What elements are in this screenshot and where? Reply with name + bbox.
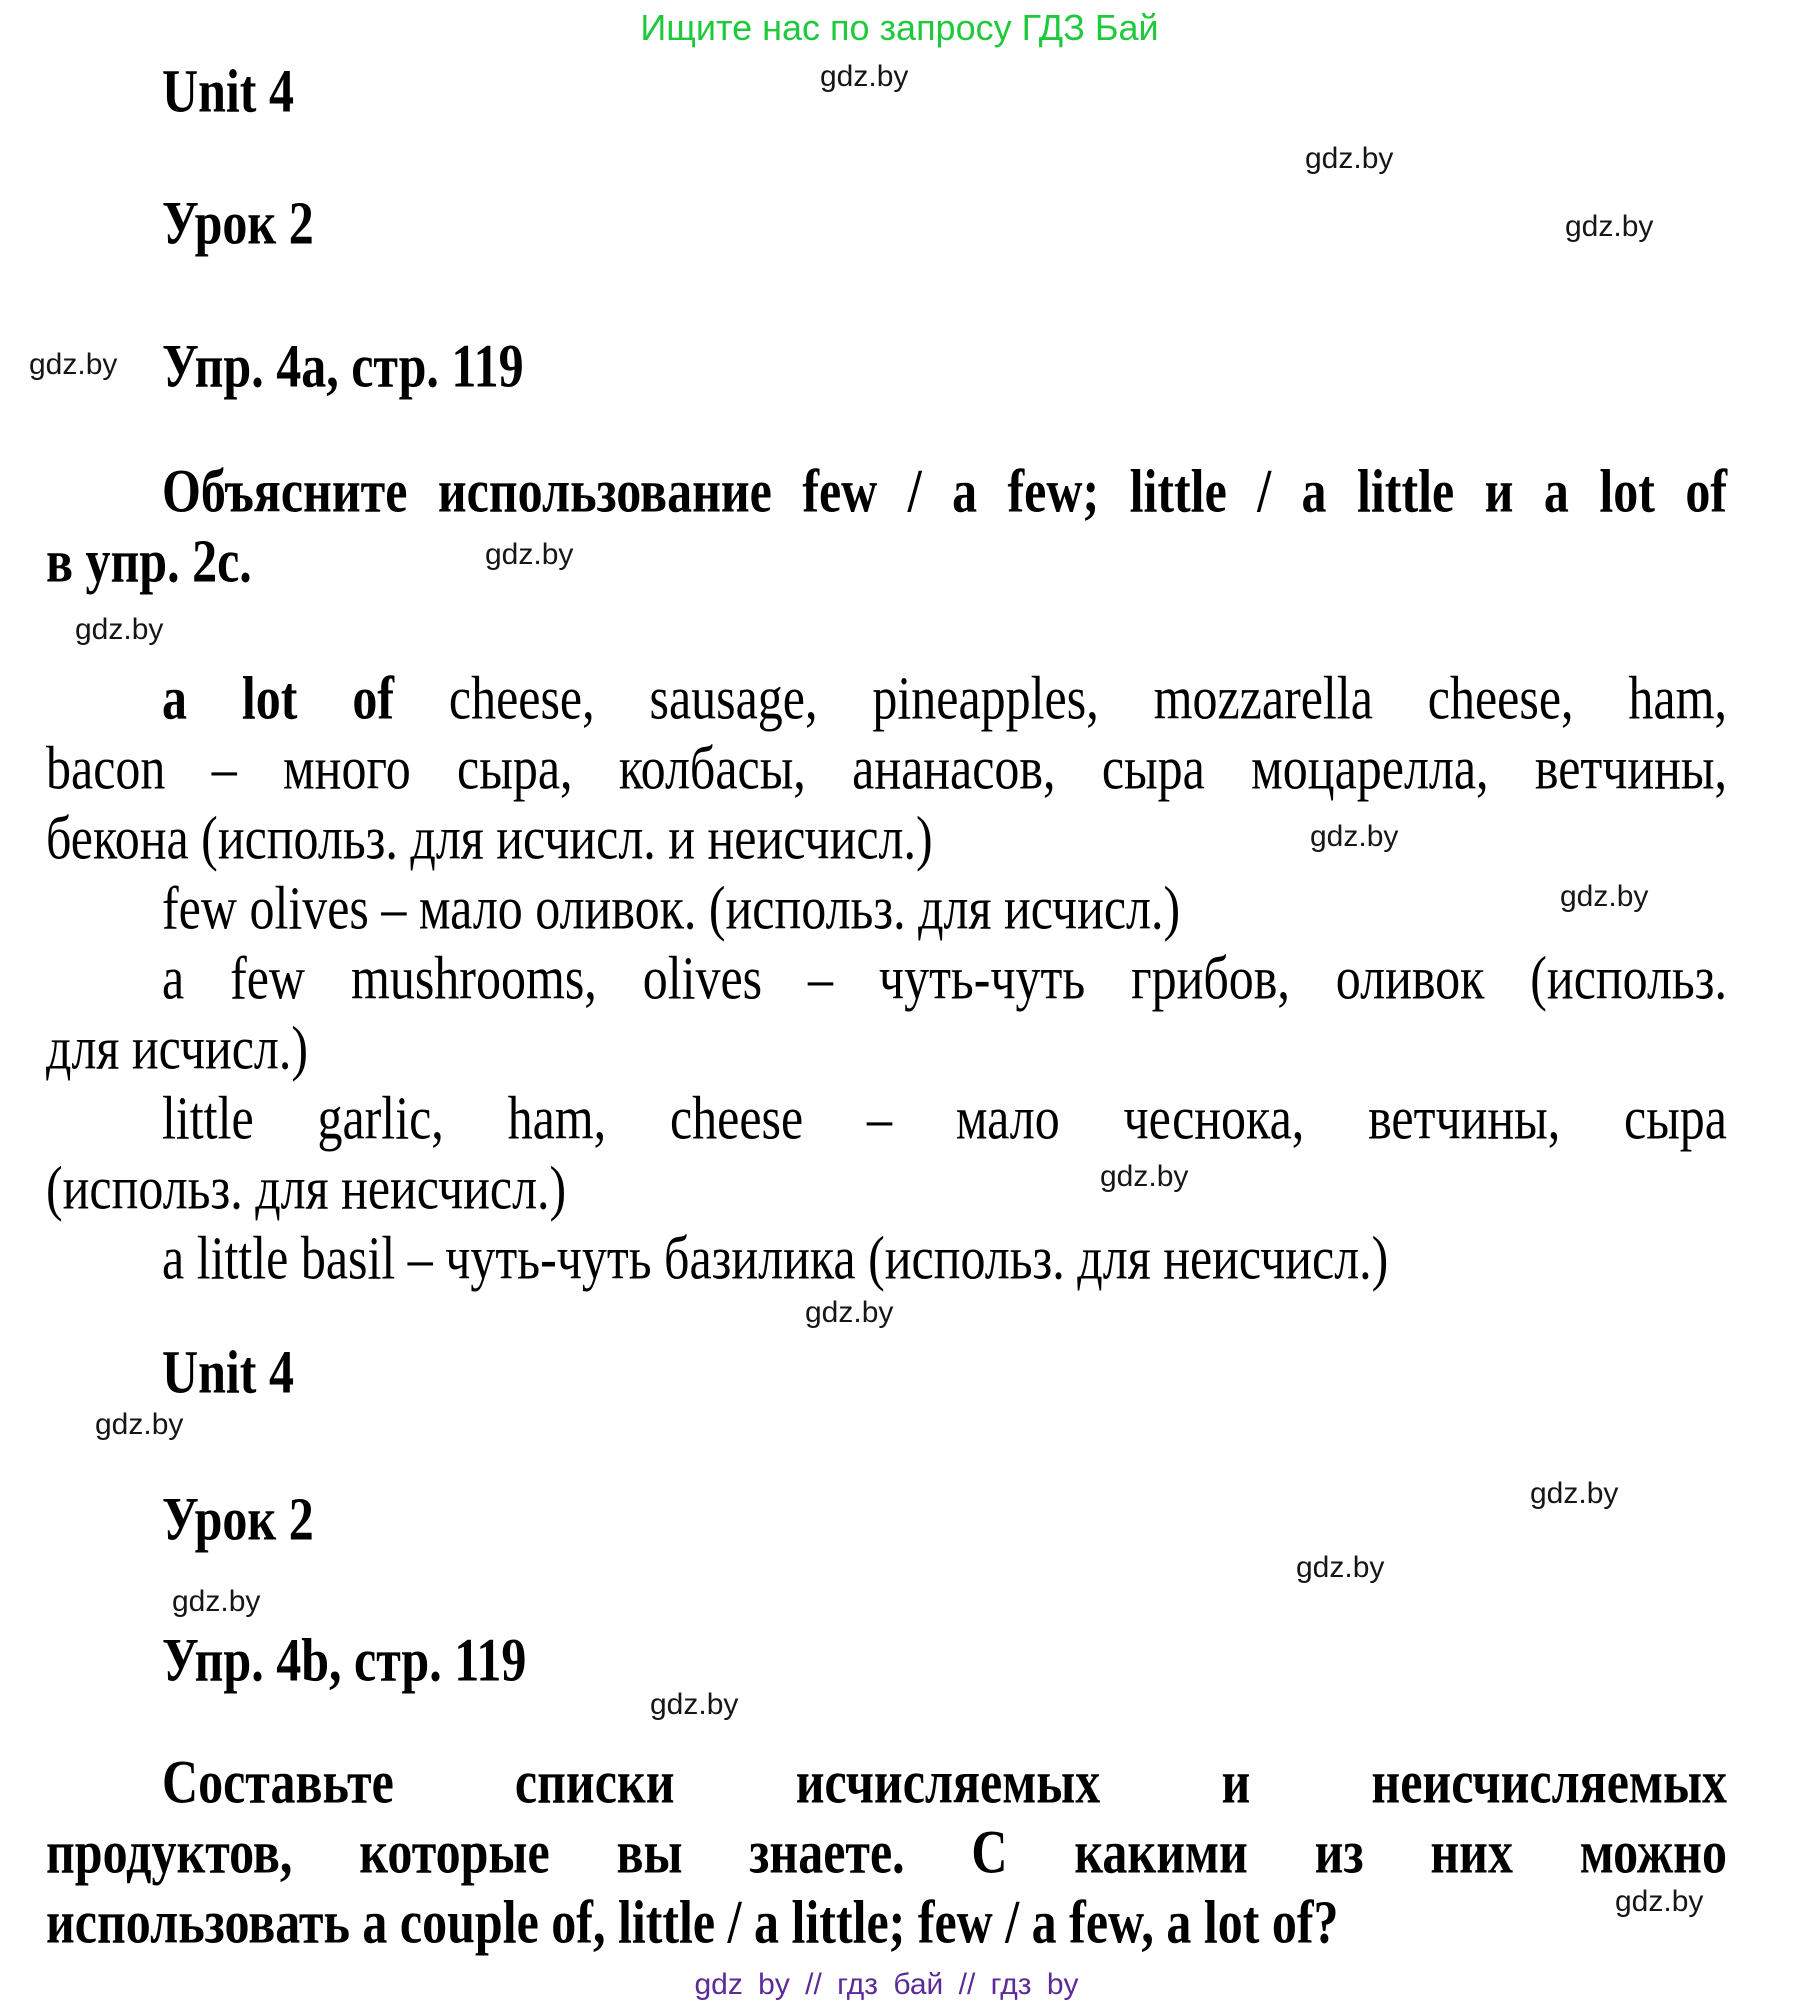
task-4a-paragraph [46, 456, 1727, 600]
gdz-watermark: gdz.by [820, 60, 909, 93]
answer-a-lot-of-line-3: бекона (использ. для исчисл. и неисчисл.) [46, 803, 933, 872]
answer-a-little-line: a little basil – чуть-чуть базилика (использ. для неисчисл.) [162, 1223, 1389, 1292]
gdz-watermark: gdz.by [485, 538, 574, 571]
heading-lesson-2-second: Урок 2 [162, 1484, 314, 1553]
answer-a-few-line-1: a few mushrooms, olives – чуть-чуть грибов, оливок (использ. [162, 943, 1727, 1012]
answer-a-few-paragraph [46, 943, 1727, 1087]
heading-lesson-2-first: Урок 2 [162, 188, 314, 257]
task-4b-line-2: продуктов, которые вы знаете. С какими из них можно [46, 1817, 1727, 1886]
gdz-watermark: gdz.by [650, 1688, 739, 1721]
answer-few-line: few olives – мало оливок. (использ. для исчисл.) [162, 873, 1181, 942]
gdz-watermark: gdz.by [29, 348, 118, 381]
gdz-watermark: gdz.by [1296, 1551, 1385, 1584]
answer-a-lot-of-line-2: bacon – много сыра, колбасы, ананасов, сыра моцарелла, ветчины, [46, 733, 1727, 802]
task-4b-line-3: использовать a couple of, little / a little; few / a few, a lot of? [46, 1887, 1339, 1956]
answer-a-few-line-2: для исчисл.) [46, 1013, 309, 1082]
heading-unit-4-first: Unit 4 [162, 56, 294, 125]
gdz-watermark: gdz.by [1530, 1477, 1619, 1510]
promo-banner: Ищите нас по запросу ГДЗ Бай [640, 7, 1159, 48]
answer-a-lot-of-term: a lot of [162, 663, 394, 732]
gdz-watermark: gdz.by [805, 1296, 894, 1329]
task-4a-line-1: Объясните использование few / a few; little / a little и a lot of [162, 456, 1727, 525]
gdz-watermark: gdz.by [1615, 1885, 1704, 1918]
gdz-watermark: gdz.by [75, 613, 164, 646]
gdz-watermark: gdz.by [172, 1585, 261, 1618]
gdz-watermark: gdz.by [1565, 210, 1654, 243]
gdz-watermark: gdz.by [1305, 142, 1394, 175]
heading-exercise-4b: Упр. 4b, стр. 119 [162, 1625, 527, 1694]
gdz-watermark: gdz.by [1310, 820, 1399, 853]
task-4b-paragraph [46, 1747, 1727, 1961]
gdz-watermark: gdz.by [1560, 880, 1649, 913]
answer-a-lot-of-paragraph [46, 663, 1727, 877]
footer-site-links: gdz by // гдз бай // гдз by [694, 1968, 1079, 2001]
heading-exercise-4a: Упр. 4а, стр. 119 [162, 331, 524, 400]
answer-a-lot-of-rest: cheese, sausage, pineapples, mozzarella cheese, ham, [393, 663, 1727, 732]
answer-little-paragraph [46, 1083, 1727, 1227]
answer-little-line-1: little garlic, ham, cheese – мало чеснока, ветчины, сыра [162, 1083, 1727, 1152]
heading-unit-4-second: Unit 4 [162, 1337, 294, 1406]
task-4a-line-2: в упр. 2с. [46, 526, 252, 595]
gdz-watermark: gdz.by [1100, 1160, 1189, 1193]
task-4b-line-1: Составьте списки исчисляемых и неисчисляемых [162, 1747, 1727, 1816]
answer-little-line-2: (использ. для неисчисл.) [46, 1153, 567, 1222]
gdz-watermark: gdz.by [95, 1408, 184, 1441]
